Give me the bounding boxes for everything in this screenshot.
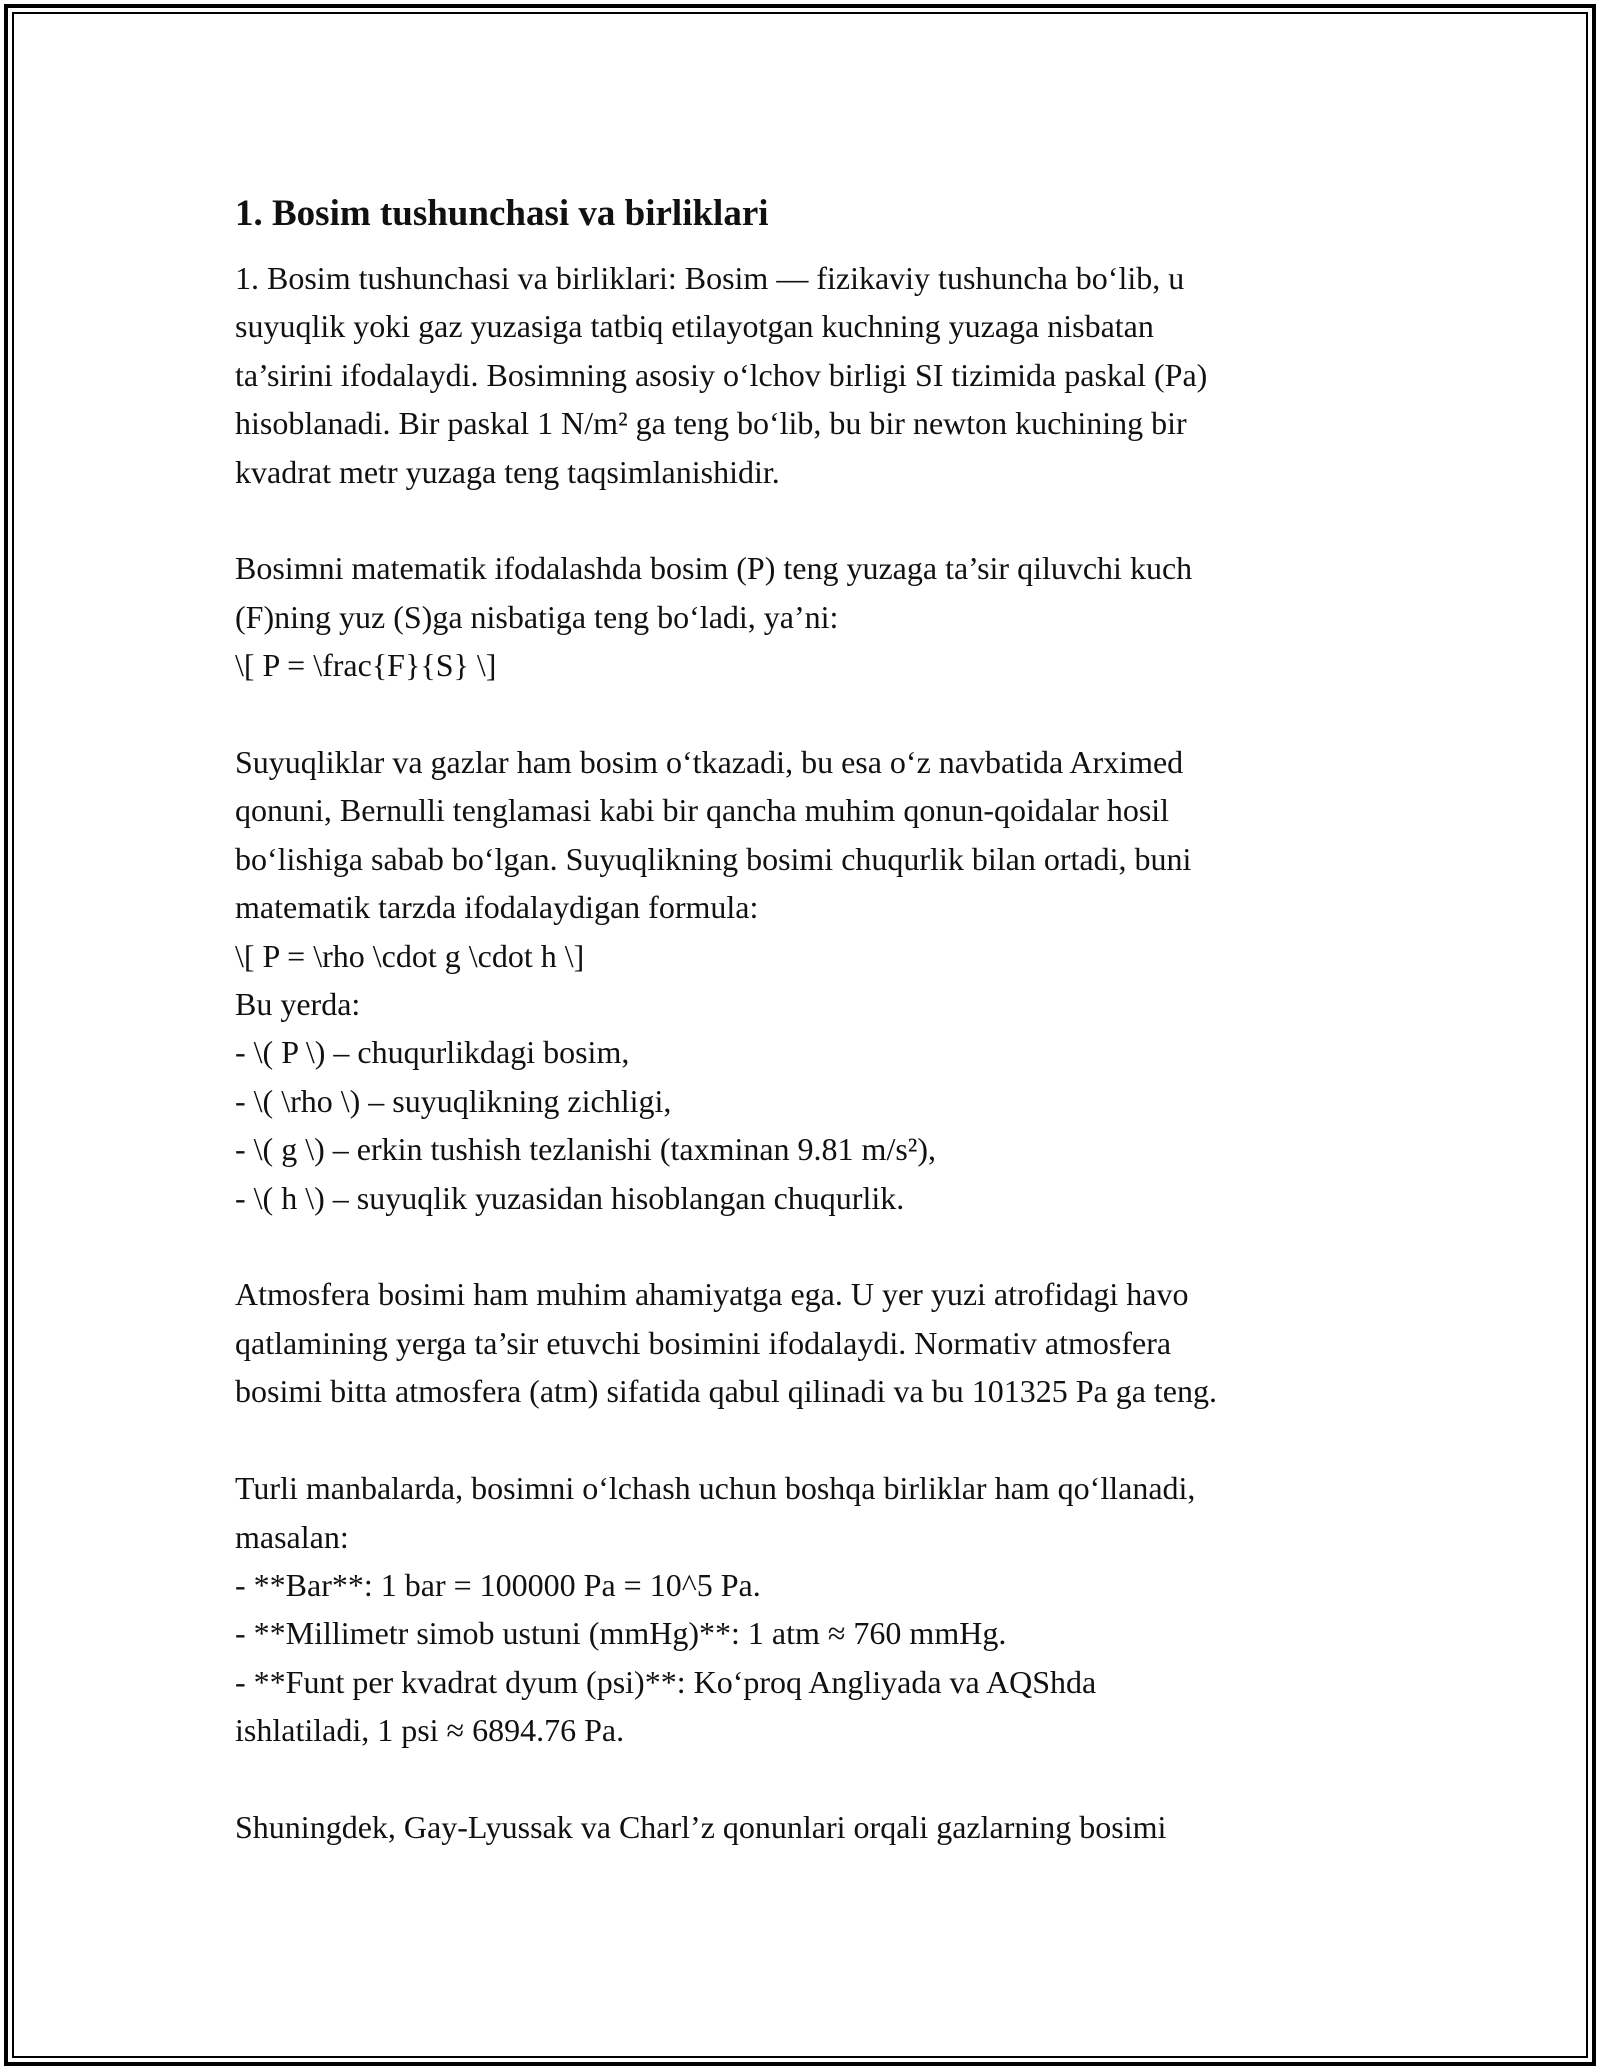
formula-line: \[ P = \rho \cdot g \cdot h \] (235, 937, 585, 974)
paragraph-atmosphere (235, 1270, 1385, 1415)
text-line: ishlatiladi, 1 psi ≈ 6894.76 Pa. (235, 1712, 625, 1749)
list-item: - \( g \) – erkin tushish tezlanishi (taxminan 9.81 m/s²), (235, 1131, 937, 1168)
text-line: 1. Bosim tushunchasi va birliklari: Bosim — fizikaviy tushuncha bo‘lib, u (235, 260, 1185, 296)
text-line: bo‘lishiga sabab bo‘lgan. Suyuqlikning bosimi chuqurlik bilan ortadi, buni (235, 840, 1192, 877)
paragraph-units (235, 1464, 1385, 1754)
text-line: Bosimni matematik ifodalashda bosim (P) teng yuzaga ta’sir qiluvchi kuch (235, 550, 1193, 587)
paragraph-fluid-pressure (235, 738, 1385, 1222)
text-line: Suyuqliklar va gazlar ham bosim o‘tkazadi, bu esa o‘z navbatida Arximed (235, 744, 1184, 781)
text-line: suyuqlik yoki gaz yuzasiga tatbiq etilayotgan kuchning yuzaga nisbatan (235, 308, 1154, 345)
paragraph-gas-laws (235, 1803, 1385, 1851)
text-line: Atmosfera bosimi ham muhim ahamiyatga ega. U yer yuzi atrofidagi havo (235, 1276, 1189, 1313)
text-line: Bu yerda: (235, 986, 361, 1023)
text-line: kvadrat metr yuzaga teng taqsimlanishidir. (235, 453, 780, 490)
list-item: - **Funt per kvadrat dyum (psi)**: Ko‘proq Angliyada va AQShda (235, 1663, 1097, 1700)
paragraph-definition (235, 254, 1385, 496)
list-item: - \( \rho \) – suyuqlikning zichligi, (235, 1082, 672, 1119)
text-line: ta’sirini ifodalaydi. Bosimning asosiy o‘lchov birligi SI tizimida paskal (Pa) (235, 356, 1208, 393)
text-line: masalan: (235, 1518, 349, 1555)
list-item: - **Bar**: 1 bar = 100000 Pa = 10^5 Pa. (235, 1566, 761, 1603)
text-line: hisoblanadi. Bir paskal 1 N/m² ga teng bo‘lib, bu bir newton kuchining bir (235, 405, 1187, 442)
text-line: (F)ning yuz (S)ga nisbatiga teng bo‘ladi, ya’ni: (235, 598, 839, 635)
text-line: bosimi bitta atmosfera (atm) sifatida qabul qilinadi va bu 101325 Pa ga teng. (235, 1373, 1217, 1410)
text-line: qatlamining yerga ta’sir etuvchi bosimini ifodalaydi. Normativ atmosfera (235, 1324, 1172, 1361)
text-line: qonuni, Bernulli tenglamasi kabi bir qancha muhim qonun-qoidalar hosil (235, 792, 1170, 829)
text-line: Turli manbalarda, bosimni o‘lchash uchun boshqa birliklar ham qo‘llanadi, (235, 1470, 1196, 1507)
document-body (235, 190, 1385, 1900)
formula-line: \[ P = \frac{F}{S} \] (235, 647, 497, 684)
text-line: Shuningdek, Gay-Lyussak va Charl’z qonunlari orqali gazlarning bosimi (235, 1808, 1167, 1845)
text-line: matematik tarzda ifodalaydigan formula: (235, 889, 759, 926)
section-heading: 1. Bosim tushunchasi va birliklari (235, 193, 769, 234)
list-item: - \( h \) – suyuqlik yuzasidan hisoblangan chuqurlik. (235, 1179, 905, 1216)
list-item: - \( P \) – chuqurlikdagi bosim, (235, 1034, 630, 1071)
list-item: - **Millimetr simob ustuni (mmHg)**: 1 atm ≈ 760 mmHg. (235, 1615, 1007, 1652)
paragraph-formula (235, 544, 1385, 689)
